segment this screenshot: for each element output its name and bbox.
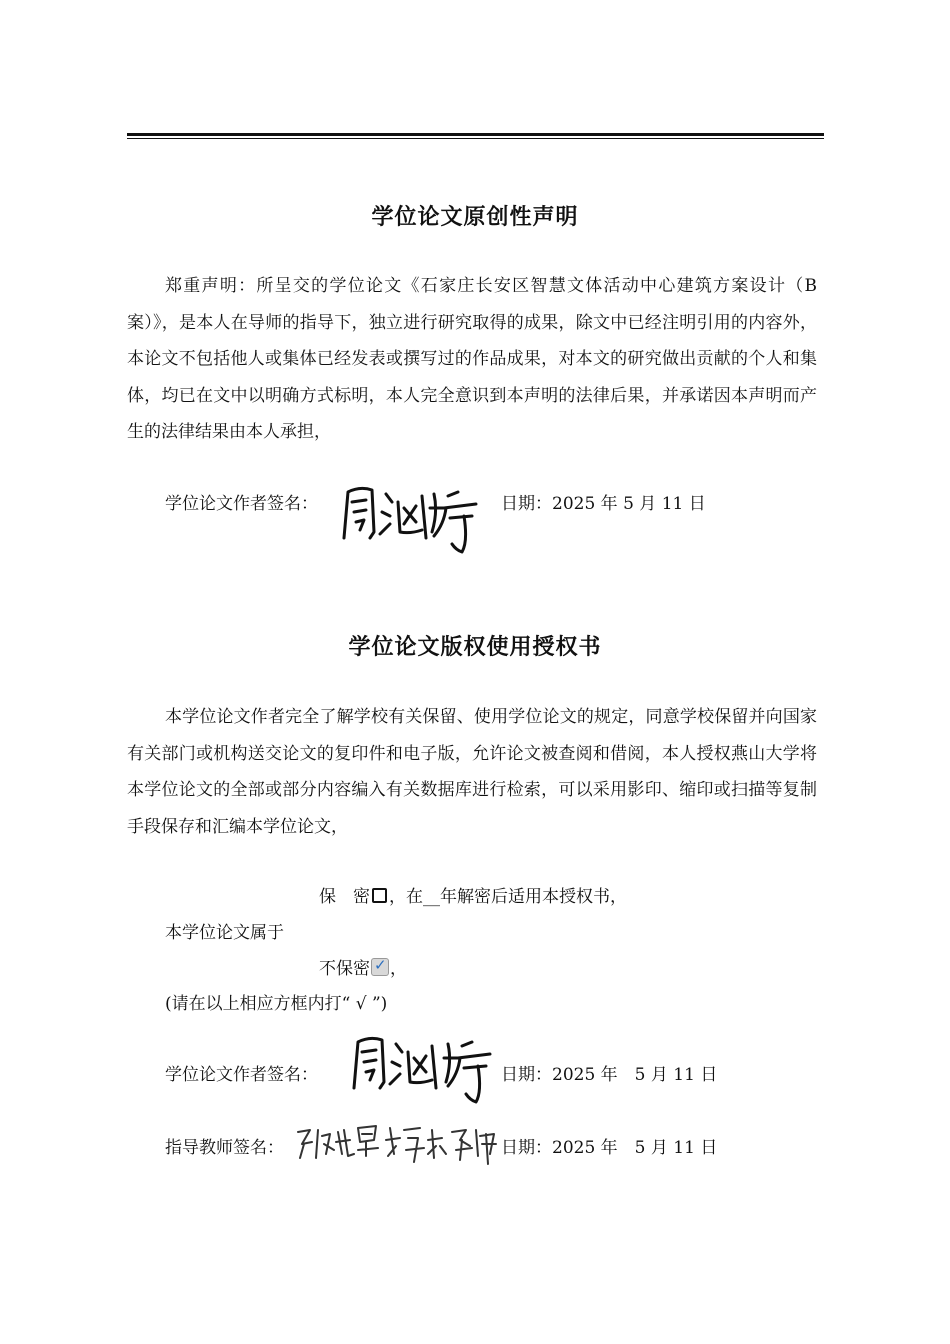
authorization-author-signature <box>340 1022 500 1107</box>
header-rule-thick <box>127 133 824 136</box>
not-secret-suffix: ， <box>390 959 407 979</box>
declaration-date: 日期：2025 年 5 月 11 日 <box>501 494 706 514</box>
not-secret-checkbox-checked[interactable] <box>371 958 389 976</box>
authorization-author-date: 日期：2025 年 5 月 11 日 <box>501 1065 718 1085</box>
advisor-sign-label: 指导教师签名： <box>165 1138 284 1158</box>
not-secret-label: 不保密 <box>319 959 370 979</box>
advisor-signature <box>290 1110 505 1172</box>
secret-suffix: ，在__年解密后适用本授权书， <box>389 887 627 907</box>
secret-option <box>319 882 627 907</box>
authorization-title: 学位论文版权使用授权书 <box>348 635 602 660</box>
not-secret-option <box>319 954 407 979</box>
header-rule-thin <box>127 138 824 139</box>
secret-label: 保 密 <box>319 887 370 907</box>
declaration-author-signature <box>330 472 485 557</box>
secret-checkbox[interactable] <box>372 888 387 903</box>
declaration-title: 学位论文原创性声明 <box>371 205 579 230</box>
authorization-author-sign-label: 学位论文作者签名： <box>165 1065 318 1085</box>
declaration-author-sign-label: 学位论文作者签名： <box>165 494 318 514</box>
instruction-text: (请在以上相应方框内打“ √ ”) <box>165 994 388 1014</box>
declaration-body: 郑重声明：所呈交的学位论文《石家庄长安区智慧文体活动中心建筑方案设计（B案）》，是本人在导师的指导下，独立进行研究取得的成果，除文中已经注明引用的内容外，本论文不包括他人或集体已经发表或撰写过的作品成果，对本文的研究做出贡献的个人和集体，均已在文中以明确方式标明，本人完全意识到本声明的法律后果，并承诺因本声明而产生的法律结果由本人承担， <box>127 276 817 442</box>
advisor-date: 日期：2025 年 5 月 11 日 <box>501 1138 718 1158</box>
belongs-label: 本学位论文属于 <box>165 923 284 943</box>
authorization-body: 本学位论文作者完全了解学校有关保留、使用学位论文的规定，同意学校保留并向国家有关部门或机构送交论文的复印件和电子版，允许论文被查阅和借阅，本人授权燕山大学将本学位论文的全部或部分内容编入有关数据库进行检索，可以采用影印、缩印或扫描等复制手段保存和汇编本学位论文， <box>127 707 817 837</box>
